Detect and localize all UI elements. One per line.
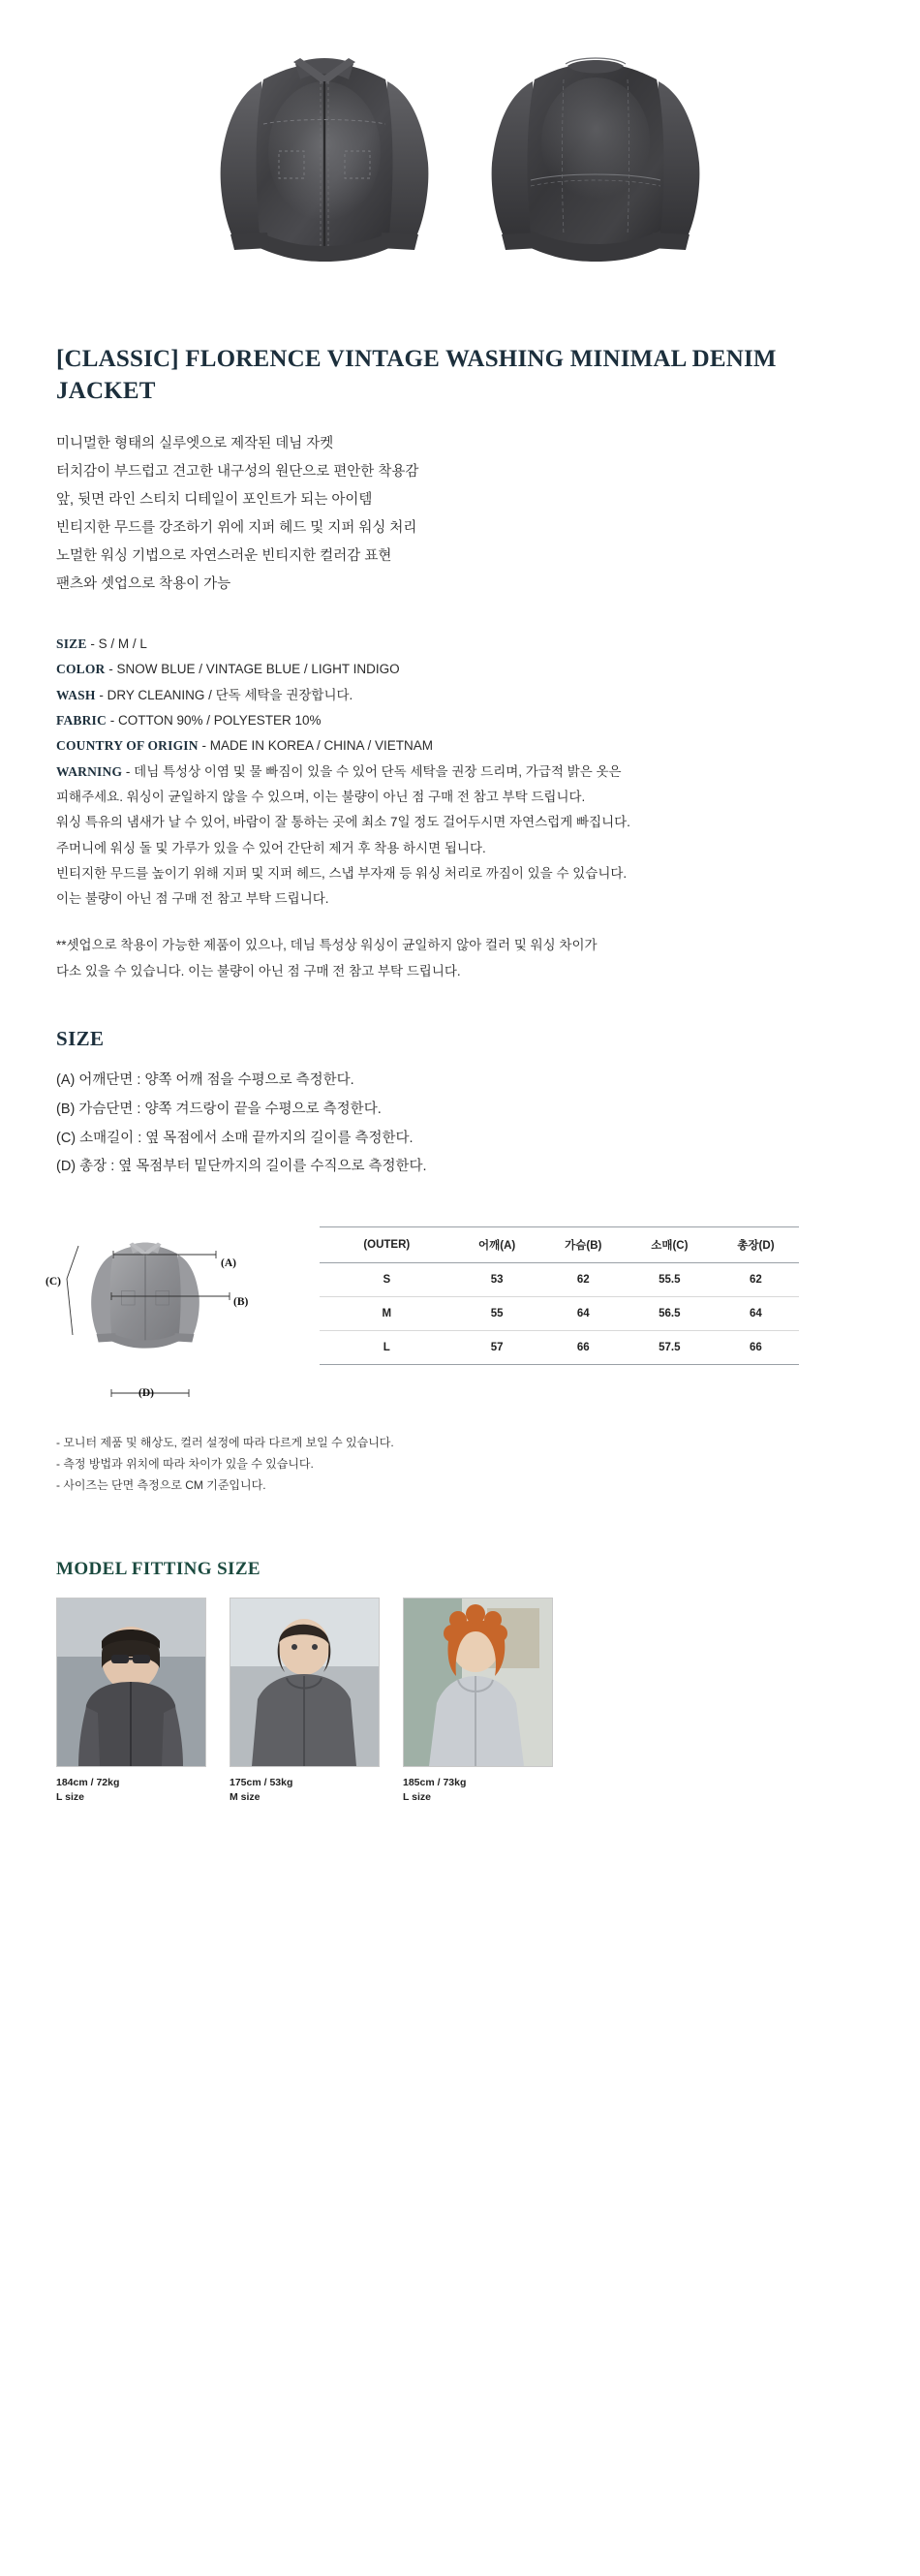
diagram-label-a: (A) xyxy=(221,1257,236,1269)
denim-jacket-front-illustration xyxy=(203,35,445,287)
spec-origin-value: - MADE IN KOREA / CHINA / VIETNAM xyxy=(201,738,433,754)
size-cell: 57.5 xyxy=(627,1330,713,1364)
measure-line: (C) 소매길이 : 옆 목점에서 소매 끝까지의 길이를 측정한다. xyxy=(56,1130,414,1146)
extra-note-line: **셋업으로 착용이 가능한 제품이 있으나, 데님 특성상 워싱이 균일하지 않아 컬러 및 워싱 차이가 xyxy=(56,938,598,953)
model-caption-3 xyxy=(403,1776,553,1807)
warning-line: 워싱 특유의 냄새가 날 수 있어, 바람이 잘 통하는 곳에 최소 7일 정도 걸어두시면 자연스럽게 빠집니다. xyxy=(56,815,630,830)
size-cell: 66 xyxy=(540,1330,627,1364)
size-note-line: - 모니터 제품 및 해상도, 컬러 설정에 따라 다르게 보일 수 있습니다. xyxy=(56,1435,394,1449)
size-cell: S xyxy=(320,1262,454,1296)
product-image-back xyxy=(475,35,717,287)
size-cell: 53 xyxy=(454,1262,540,1296)
size-table-header-cell: 총장(D) xyxy=(713,1226,799,1262)
measurement-diagram xyxy=(44,1221,300,1405)
warning-line: 피해주세요. 워싱이 균일하지 않을 수 있으며, 이는 불량이 아닌 점 구매 전 참고 부탁 드립니다. xyxy=(56,789,586,804)
size-cell: 57 xyxy=(454,1330,540,1364)
size-cell: 55 xyxy=(454,1296,540,1330)
model-fitting-list xyxy=(56,1598,920,1807)
description-line: 터치감이 부드럽고 견고한 내구성의 원단으로 편안한 착용감 xyxy=(56,464,419,480)
page-title: [CLASSIC] FLORENCE VINTAGE WASHING MINIMAL DENIM JACKET xyxy=(56,346,777,404)
description-line: 빈티지한 무드를 강조하기 위에 지퍼 헤드 및 지퍼 워싱 처리 xyxy=(56,520,417,536)
table-row xyxy=(320,1330,799,1364)
product-image-gallery xyxy=(0,0,920,287)
size-section-heading: SIZE xyxy=(56,1027,105,1051)
spec-origin xyxy=(56,733,870,759)
size-note-line: - 사이즈는 단면 측정으로 CM 기준입니다. xyxy=(56,1478,266,1493)
description-line: 노멀한 워싱 기법으로 자연스러운 빈티지한 컬러감 표현 xyxy=(56,548,392,564)
warning-line: 빈티지한 무드를 높이기 위해 지퍼 및 지퍼 헤드, 스냅 부자재 등 워싱 처리로 까짐이 있을 수 있습니다. xyxy=(56,865,628,881)
description-line: 앞, 뒷면 라인 스티치 디테일이 포인트가 되는 아이템 xyxy=(56,492,373,508)
size-table-header-cell: 어깨(A) xyxy=(454,1226,540,1262)
spec-warning xyxy=(56,760,870,785)
spec-fabric xyxy=(56,708,870,733)
spec-wash xyxy=(56,683,870,708)
spec-color-value: - SNOW BLUE / VINTAGE BLUE / LIGHT INDIGO xyxy=(108,662,400,677)
model-photo-2 xyxy=(230,1598,380,1767)
size-measure-instructions xyxy=(56,1067,920,1182)
size-cell: 55.5 xyxy=(627,1262,713,1296)
size-cell: 56.5 xyxy=(627,1296,713,1330)
size-cell: 64 xyxy=(540,1296,627,1330)
model-caption-1 xyxy=(56,1776,206,1807)
spec-warning-label: WARNING xyxy=(56,763,123,779)
spec-size-label: SIZE xyxy=(56,636,87,651)
warning-line: 이는 불량이 아닌 점 구매 전 참고 부탁 드립니다. xyxy=(56,891,329,907)
size-table xyxy=(320,1226,799,1365)
size-cell: 62 xyxy=(713,1262,799,1296)
model-size: L size xyxy=(403,1791,431,1804)
model-size: L size xyxy=(56,1791,84,1804)
size-cell: 62 xyxy=(540,1262,627,1296)
description-line: 팬츠와 셋업으로 착용이 가능 xyxy=(56,576,231,592)
description-line: 미니멀한 형태의 실루엣으로 제작된 데님 자켓 xyxy=(56,436,334,451)
spec-wash-label: WASH xyxy=(56,687,96,702)
diagram-label-c: (C) xyxy=(46,1275,61,1288)
model-height-weight: 184cm / 72kg xyxy=(56,1776,120,1788)
size-table-header-cell: 가슴(B) xyxy=(540,1226,627,1262)
size-cell: M xyxy=(320,1296,454,1330)
model-size: M size xyxy=(230,1791,261,1804)
spec-size-value: - S / M / L xyxy=(90,636,147,651)
jacket-measure-illustration xyxy=(44,1221,300,1405)
size-table-header-cell: (OUTER) xyxy=(320,1226,454,1262)
size-table-header-cell: 소매(C) xyxy=(627,1226,713,1262)
size-table-header-row xyxy=(320,1226,799,1262)
diagram-label-b: (B) xyxy=(233,1295,249,1308)
measure-line: (B) 가슴단면 : 양쪽 겨드랑이 끝을 수평으로 측정한다. xyxy=(56,1101,382,1117)
model-card xyxy=(56,1598,206,1807)
spec-fabric-label: FABRIC xyxy=(56,712,107,728)
model-photo-illustration xyxy=(404,1598,552,1766)
spec-color-label: COLOR xyxy=(56,662,106,677)
model-caption-2 xyxy=(230,1776,380,1807)
size-notes xyxy=(56,1432,920,1497)
size-cell: 64 xyxy=(713,1296,799,1330)
model-photo-illustration xyxy=(230,1598,379,1766)
model-photo-illustration xyxy=(57,1598,205,1766)
product-title-block xyxy=(56,343,870,599)
size-cell: 66 xyxy=(713,1330,799,1364)
model-fitting-heading: MODEL FITTING SIZE xyxy=(56,1558,261,1579)
measure-line: (D) 총장 : 옆 목점부터 밑단까지의 길이를 수직으로 측정한다. xyxy=(56,1159,427,1175)
product-description-list xyxy=(56,430,870,599)
size-cell: L xyxy=(320,1330,454,1364)
product-image-front xyxy=(203,35,445,287)
spec-warning-value: - 데님 특성상 이염 및 물 빠짐이 있을 수 있어 단독 세탁을 권장 드리며, 가급적 밝은 옷은 xyxy=(125,763,622,779)
size-measure-area xyxy=(0,1221,920,1405)
spec-origin-label: COUNTRY OF ORIGIN xyxy=(56,738,199,754)
spec-size xyxy=(56,632,870,657)
spec-wash-value: - DRY CLEANING / 단독 세탁을 권장합니다. xyxy=(99,687,353,702)
model-photo-3 xyxy=(403,1598,553,1767)
measure-line: (A) 어깨단면 : 양쪽 어깨 점을 수평으로 측정한다. xyxy=(56,1072,354,1089)
denim-jacket-back-illustration xyxy=(475,35,717,287)
table-row xyxy=(320,1296,799,1330)
model-card xyxy=(230,1598,380,1807)
spec-extra-note xyxy=(56,933,870,984)
table-row xyxy=(320,1262,799,1296)
model-height-weight: 175cm / 53kg xyxy=(230,1776,293,1788)
extra-note-line: 다소 있을 수 있습니다. 이는 불량이 아닌 점 구매 전 참고 부탁 드립니다. xyxy=(56,963,461,978)
warning-line: 주머니에 워싱 돌 및 가루가 있을 수 있어 간단히 제거 후 착용 하시면 됩니다. xyxy=(56,840,486,855)
model-photo-1 xyxy=(56,1598,206,1767)
spec-fabric-value: - COTTON 90% / POLYESTER 10% xyxy=(109,712,322,728)
size-note-line: - 측정 방법과 위치에 따라 차이가 있을 수 있습니다. xyxy=(56,1457,314,1472)
spec-color xyxy=(56,657,870,682)
diagram-label-d: (D) xyxy=(138,1386,154,1399)
model-card xyxy=(403,1598,553,1807)
product-spec-block xyxy=(56,632,870,984)
model-height-weight: 185cm / 73kg xyxy=(403,1776,467,1788)
